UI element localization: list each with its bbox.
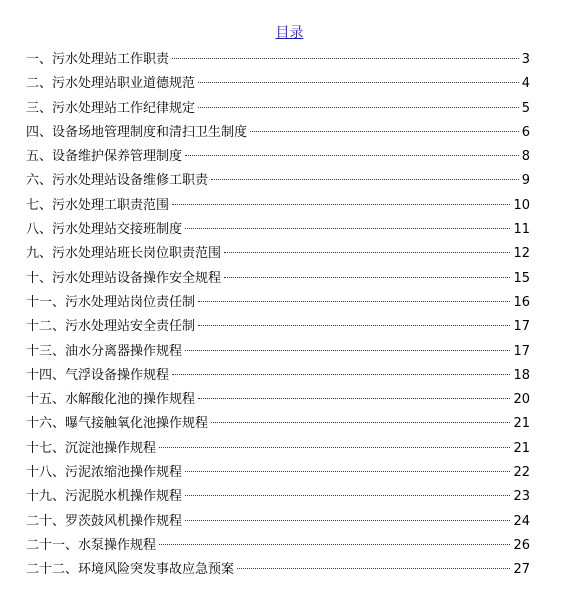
toc-entry[interactable] xyxy=(26,72,530,96)
toc-entry[interactable] xyxy=(26,48,530,72)
toc-entry-label: 八、污水处理站交接班制度 xyxy=(26,222,183,238)
dot-leader xyxy=(198,325,510,326)
toc-entry-label: 十三、油水分离器操作规程 xyxy=(26,343,183,359)
toc-entry[interactable] xyxy=(26,534,530,558)
toc-entry[interactable] xyxy=(26,291,530,315)
toc-entry-label: 二十、罗茨鼓风机操作规程 xyxy=(26,513,183,529)
toc-entry[interactable] xyxy=(26,388,530,412)
toc-entry-page-number: 8 xyxy=(521,149,530,165)
toc-entry[interactable] xyxy=(26,510,530,534)
toc-entry-page-number: 15 xyxy=(513,270,530,286)
toc-entry[interactable] xyxy=(26,169,530,193)
toc-entry-label: 十八、污泥浓缩池操作规程 xyxy=(26,465,183,481)
dot-leader xyxy=(250,131,519,132)
dot-leader xyxy=(211,422,510,423)
toc-entry[interactable] xyxy=(26,485,530,509)
dot-leader xyxy=(172,58,519,59)
toc-entry[interactable] xyxy=(26,194,530,218)
toc-entry-label: 十二、污水处理站安全责任制 xyxy=(26,319,196,335)
toc-entry-label: 四、设备场地管理制度和清扫卫生制度 xyxy=(26,124,248,140)
dot-leader xyxy=(172,374,510,375)
toc-entry-page-number: 18 xyxy=(513,367,530,383)
toc-entry-label: 十七、沉淀池操作规程 xyxy=(26,440,157,456)
toc-entry-page-number: 27 xyxy=(513,562,530,578)
toc-entry-page-number: 26 xyxy=(513,537,530,553)
dot-leader xyxy=(159,447,510,448)
toc-entry[interactable] xyxy=(26,218,530,242)
toc-title-link[interactable]: 目录 xyxy=(275,25,304,41)
toc-entry-label: 二十二、环境风险突发事故应急预案 xyxy=(26,562,235,578)
toc-entry-label: 十、污水处理站设备操作安全规程 xyxy=(26,270,222,286)
toc-entry-page-number: 21 xyxy=(513,440,530,456)
toc-entry-page-number: 24 xyxy=(513,513,530,529)
dot-leader xyxy=(185,495,510,496)
toc-entry-page-number: 3 xyxy=(521,52,530,67)
toc-entry-page-number: 16 xyxy=(513,294,530,310)
toc-entry-label: 六、污水处理站设备维修工职责 xyxy=(26,173,209,189)
toc-entry-label: 三、污水处理站工作纪律规定 xyxy=(26,100,196,116)
toc-entry-page-number: 23 xyxy=(513,489,530,505)
toc-entry-page-number: 5 xyxy=(521,100,530,116)
dot-leader xyxy=(211,179,519,180)
dot-leader xyxy=(198,82,519,83)
toc-entry-page-number: 21 xyxy=(513,416,530,432)
toc-entry-page-number: 20 xyxy=(513,392,530,408)
dot-leader xyxy=(185,228,510,229)
toc-entry[interactable] xyxy=(26,412,530,436)
toc-entry-label: 十九、污泥脱水机操作规程 xyxy=(26,489,183,505)
dot-leader xyxy=(172,204,510,205)
toc-entry-list xyxy=(26,48,530,583)
toc-entry-label: 九、污水处理站班长岗位职责范围 xyxy=(26,246,222,262)
toc-entry-page-number: 11 xyxy=(513,222,530,238)
dot-leader xyxy=(159,544,510,545)
dot-leader xyxy=(185,520,510,521)
toc-entry[interactable] xyxy=(26,364,530,388)
toc-entry[interactable] xyxy=(26,267,530,291)
dot-leader xyxy=(185,350,510,351)
dot-leader xyxy=(198,301,510,302)
dot-leader xyxy=(237,568,510,569)
toc-entry-page-number: 6 xyxy=(521,124,530,140)
toc-entry[interactable] xyxy=(26,315,530,339)
toc-entry-page-number: 22 xyxy=(513,465,530,481)
toc-entry[interactable] xyxy=(26,97,530,121)
toc-entry-page-number: 10 xyxy=(513,197,530,213)
toc-entry-page-number: 17 xyxy=(513,319,530,335)
toc-entry-label: 十四、气浮设备操作规程 xyxy=(26,367,170,383)
dot-leader xyxy=(198,398,510,399)
toc-entry-label: 一、污水处理站工作职责 xyxy=(26,52,170,67)
toc-entry-label: 二十一、水泵操作规程 xyxy=(26,537,157,553)
toc-entry-page-number: 12 xyxy=(513,246,530,262)
toc-entry-label: 二、污水处理站职业道德规范 xyxy=(26,76,196,92)
toc-entry-label: 十五、水解酸化池的操作规程 xyxy=(26,392,196,408)
toc-entry-label: 十六、曝气接触氧化池操作规程 xyxy=(26,416,209,432)
dot-leader xyxy=(198,107,519,108)
toc-entry[interactable] xyxy=(26,242,530,266)
toc-entry-label: 七、污水处理工职责范围 xyxy=(26,197,170,213)
toc-entry-label: 十一、污水处理站岗位责任制 xyxy=(26,294,196,310)
toc-entry[interactable] xyxy=(26,437,530,461)
toc-entry[interactable] xyxy=(26,340,530,364)
toc-entry-label: 五、设备维护保养管理制度 xyxy=(26,149,183,165)
dot-leader xyxy=(224,252,510,253)
toc-entry[interactable] xyxy=(26,145,530,169)
dot-leader xyxy=(224,277,510,278)
dot-leader xyxy=(185,155,519,156)
toc-entry[interactable] xyxy=(26,121,530,145)
toc-entry-page-number: 9 xyxy=(521,173,530,189)
dot-leader xyxy=(185,471,510,472)
toc-entry[interactable] xyxy=(26,558,530,582)
toc-entry-page-number: 4 xyxy=(521,76,530,92)
toc-entry-page-number: 17 xyxy=(513,343,530,359)
toc-entry[interactable] xyxy=(26,461,530,485)
